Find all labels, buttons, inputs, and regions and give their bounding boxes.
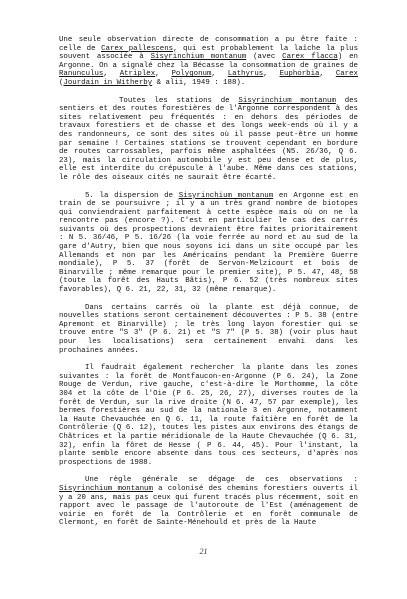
underlined-term: Jourdain in Witherby <box>63 78 153 87</box>
paragraph <box>59 364 358 467</box>
text-run: , <box>263 70 280 79</box>
text-run: , <box>155 70 172 79</box>
paragraph <box>59 192 358 295</box>
text-run: ) en Argonne. On a signalé chez la Bécasse la consommation de graines de <box>59 53 358 70</box>
text-run: (avec <box>246 53 283 62</box>
page-number: 21 <box>199 547 208 556</box>
underlined-term: Lathyrus <box>227 70 264 79</box>
underlined-term: Carex flacca <box>282 53 338 62</box>
text-run: ( <box>59 78 64 87</box>
paragraph <box>59 304 358 356</box>
paragraph <box>59 97 358 183</box>
text-run: Dans certains carrés où la plante est déjà connue, de nouvelles stations seront certainement découvertes : P 5. 38 (entre Apremont et Binarville) ; le très long layon forestier qui se trouve entre "S 3" (P 6. 21) et "S 7" (P 5. 38) (voir plus haut pour les localisations) sera certainement envahi dans les prochaines années. <box>59 303 358 355</box>
paragraph <box>59 476 358 528</box>
underlined-term: Sisyrinchium montanum <box>150 53 247 62</box>
body-text <box>59 36 358 528</box>
underlined-term: Sisyrinchium montanum <box>178 191 274 200</box>
underlined-term: Carex <box>335 70 358 79</box>
text-run: & alii, 1949 : 188). <box>152 78 246 87</box>
underlined-term: Carex pallescens <box>101 44 174 53</box>
underlined-term: Polygonum <box>171 70 212 79</box>
text-run: Une seule observation directe de consommation a pu être faite : celle de <box>59 36 358 53</box>
text-run: des sentiers et des routes forestières de l'Argonne correspondent à des sites relativement peu fréquentés : en dehors des périodes de travaux forestiers et de chasse et des longs week-ends où il y a des randonneurs, ce sont des sites où il passe peut-être un homme par semaine ! Certaines stations se trouvent cependant en bordure de routes carrossables, parfois même asphaltées (N5. 26/36, Q 6. 23), mais la circulation automobile y est peu dense et de plus, elle est interdite du crépuscule à l'aube. Même dans ces stations, le rôle des oiseaux cités ne saurait être écarté. <box>59 96 358 182</box>
underlined-term: Sisyrinchium montanum <box>238 96 336 105</box>
underlined-term: Sisyrinchium montanum <box>59 484 153 493</box>
text-run: , <box>211 70 228 79</box>
text-run: Il faudrait également rechercher la plante dans les zones suivantes : la forêt de Montfaucon-en-Argonne (P 6. 24), la Zone Rouge de Verdun, rive gauche, c'est-à-dire le Morthomme, la côte 304 et la côte de l'Oie (P 6. 25, 26, 27), diverses routes de la forêt de Verdun, sur la rive droite (N 6. 47, 57 par exemple), les bermes forestières au sud de la nationale 3 en Argonne, notamment la Haute Chevauchée en Q 6. 11, la route faîtière en forêt de la Contrôlerie (Q 6. 12), toutes les pistes aux environs des étangs de Châtrices et la partie méridionale de la Haute Chevauchée (Q 6. 31, 32), enfin la fôret de Hesse ( P 6. 44, 45). Pour l'instant, la plante semble encore absente dans tous ces secteurs, d'après nos prospections de 1988. <box>59 364 358 467</box>
paragraph <box>59 36 358 88</box>
text-run: 5. la dispersion de <box>85 191 179 200</box>
text-run: , <box>319 70 336 79</box>
underlined-term: Euphorbia <box>279 70 320 79</box>
text-run: Une règle générale se dégage de ces observations : <box>85 476 358 485</box>
underlined-term: Ranunculus <box>59 70 104 79</box>
text-run: Toutes les stations de <box>119 96 239 105</box>
text-run: , qui est probablement la laîche la plus souvent associée à <box>59 44 359 62</box>
text-run: en Argonne est en train de se poursuivre ; il y a un très grand nombre de biotopes qui conviendraient parfaitement à cette espèce mais où on ne la rencontre pas (encore ?). C'est en particulier le cas des carrés suivants où des prospections devraient être faites prioritairement : N 5. 36/46, P 5. 16/26 (la voie ferrée au nord et au sud de la gare d'Autry, bien que nous soyons ici dans un site occupé par les Allemands et non par les Américains pendant la Première Guerre mondiale), P 5. 37 (forêt de Servon-Melzicourt et bois de Binarville ; même remarque pour le premier site), P 5. 47, 48, 58 (toute la forêt des Hauts Bâtis), P 6. 52 (très nombreux sites favorables), Q 6. 21, 22, 31, 32 (même remarque). <box>59 191 359 295</box>
text-run: a colonisé des chemins forestiers ouverts il y a 20 ans, mais pas ceux qui furent tracés plus récemment, soit en rapport avec le passage de l'autoroute de l'Est (aménagement de voirie en forêt de la Contrôlerie et en forêt communale de Clermont, en forêt de Sainte-Ménehould et près de la Haute <box>59 484 358 528</box>
underlined-term: Atriplex <box>119 70 156 79</box>
text-run: , <box>103 70 120 79</box>
